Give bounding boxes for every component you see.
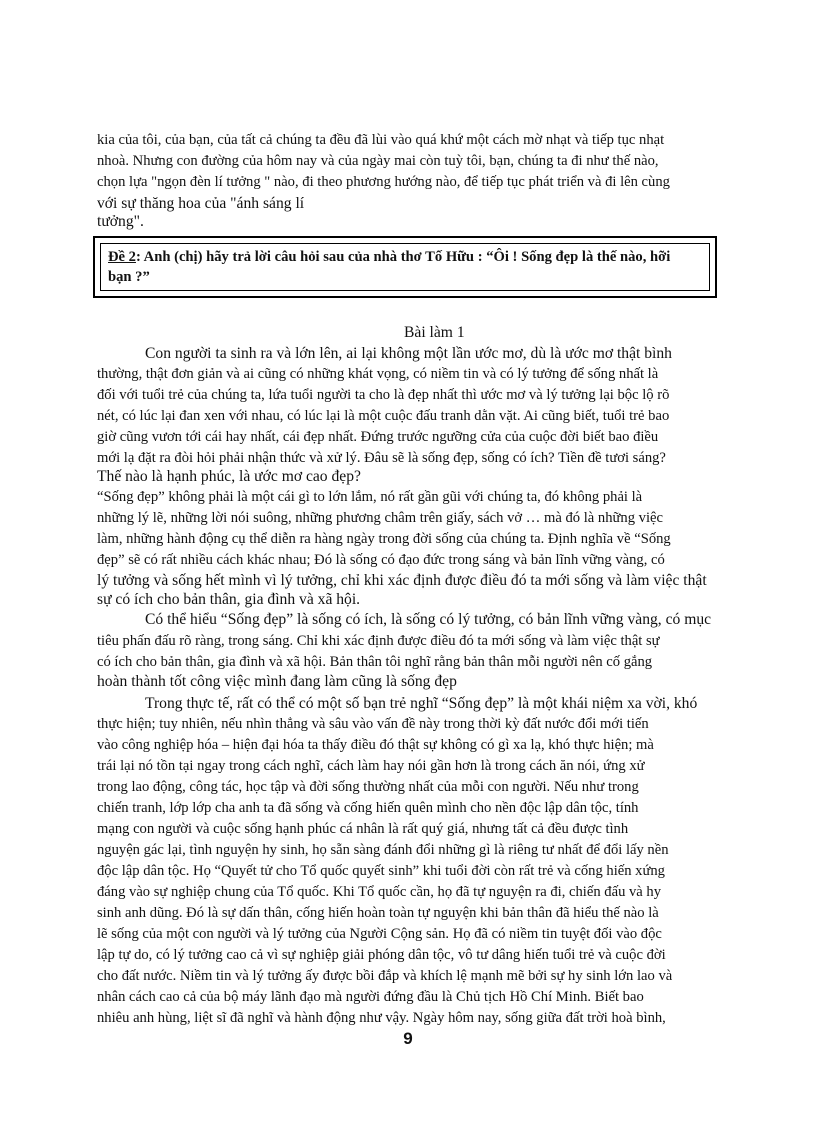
body-line: độc lập dân tộc. Họ “Quyết tử cho Tổ quốc quyết sinh” khi tuổi đời còn rất trẻ và cống hiến xứng: [97, 863, 665, 879]
body-line: lẽ sống của một con người và lý tưởng của Người Cộng sản. Họ đã có niềm tin tuyệt đối vào độc: [97, 926, 662, 942]
body-line: Có thể hiểu “Sống đẹp” là sống có ích, là sống có lý tưởng, có bản lĩnh vững vàng, có mục: [145, 611, 712, 628]
prompt-line-2: bạn ?”: [108, 269, 150, 285]
body-line: chiến tranh, lớp lớp cha anh ta đã sống và cống hiến quên mình cho nền độc lập dân tộc, tính: [97, 800, 639, 816]
body-line: Con người ta sinh ra và lớn lên, ai lại không một lần ước mơ, dù là ước mơ thật bình: [145, 345, 672, 362]
body-line: nét, có lúc lại đan xen với nhau, có lúc lại là một cuộc đấu tranh dằn vặt. Ai cũng biết, tuổi trẻ bao: [97, 408, 670, 424]
body-line: sinh anh dũng. Đó là sự dấn thân, cống hiến hoàn toàn tự nguyện khi bản thân đã hiểu thế nào là: [97, 905, 659, 921]
body-line: trong lao động, công tác, học tập và đời sống thường nhất của mỗi con người. Nếu như trong: [97, 779, 639, 795]
body-line: nhiêu anh hùng, liệt sĩ đã nghĩ và hành động như vậy. Ngày hôm nay, sống giữa đất trời hoà bình,: [97, 1010, 666, 1026]
essay-title: Bài làm 1: [404, 324, 465, 341]
body-line: sự có ích cho bản thân, gia đình và xã hội.: [97, 591, 361, 608]
body-line: Thế nào là hạnh phúc, là ước mơ cao đẹp?: [97, 468, 361, 485]
intro-line: kia của tôi, của bạn, của tất cả chúng ta đều đã lùi vào quá khứ một cách mờ nhạt và tiếp tục nhạt: [97, 132, 665, 148]
body-line: mới lạ đặt ra đòi hỏi phải nhận thức và xử lý. Đâu sẽ là sống đẹp, sống có ích? Tiền đề tươi sáng?: [97, 450, 666, 466]
intro-line: tưởng".: [97, 213, 144, 230]
body-line: nguyện gác lại, tình nguyện hy sinh, họ sẵn sàng đánh đổi những gì là riêng tư nhất để đổi lấy nền: [97, 842, 669, 858]
body-line: hoàn thành tốt công việc mình đang làm cũng là sống đẹp: [97, 673, 457, 690]
body-line: thực hiện; tuy nhiên, nếu nhìn thẳng và sâu vào vấn đề này trong thời kỳ đất nước đổi mới tiến: [97, 716, 649, 732]
intro-line: nhoà. Nhưng con đường của hôm nay và của ngày mai còn tuỳ tôi, bạn, chúng ta đi như thế nào,: [97, 153, 659, 169]
body-line: tiêu phấn đấu rõ ràng, trong sáng. Chỉ khi xác định được điều đó ta mới sống và làm việc thật sự: [97, 633, 660, 649]
prompt-label: Đề 2: [108, 249, 136, 265]
body-line: mạng con người và cuộc sống hạnh phúc cá nhân là rất quý giá, nhưng tất cả đều được tình: [97, 821, 629, 837]
body-line: trái lại nó tồn tại ngay trong cách nghĩ, cách làm hay nói gần hơn là trong cách ăn nói, ứng xử: [97, 758, 645, 774]
body-line: đối với tuổi trẻ của chúng ta, lứa tuổi người ta cho là đẹp nhất thì ước mơ và lý tưởng lại bộc lộ rõ: [97, 387, 670, 403]
intro-line: chọn lựa "ngọn đèn lí tưởng " nào, đi theo phương hướng nào, để tiếp tục phát triển và đi lên cùng: [97, 174, 670, 190]
prompt-box: [93, 236, 717, 298]
body-line: lập tự do, có lý tưởng cao cả vì sự nghiệp giải phóng dân tộc, vô tư dâng hiến tuổi trẻ và cuộc đời: [97, 947, 666, 963]
body-line: “Sống đẹp” không phải là một cái gì to lớn lắm, nó rất gần gũi với chúng ta, đó không phải là: [97, 489, 643, 505]
body-line: vào công nghiệp hóa – hiện đại hóa ta thấy điều đó thật sự không có gì xa lạ, khó thực hiện; mà: [97, 737, 654, 753]
intro-line: với sự thăng hoa của "ánh sáng lí: [97, 195, 305, 212]
body-line: thường, thật đơn giản và ai cũng có những khát vọng, có niềm tin và có lý tưởng để sống nhất là: [97, 366, 659, 382]
body-line: đáng vào sự nghiệp chung của Tổ quốc. Khi Tổ quốc cần, họ đã tự nguyện ra đi, chiến đấu và hy: [97, 884, 662, 900]
body-line: nhân cách cao cả của bộ máy lãnh đạo mà người đứng đầu là Chủ tịch Hồ Chí Minh. Biết bao: [97, 989, 644, 1005]
body-line: lý tưởng và sống hết mình vì lý tưởng, chỉ khi xác định được điều đó ta mới sống và làm việc thật: [97, 572, 707, 589]
body-line: có ích cho bản thân, gia đình và xã hội. Bản thân tôi nghĩ rằng bản thân mỗi người nên cố gắng: [97, 654, 653, 670]
body-line: Trong thực tế, rất có thể có một số bạn trẻ nghĩ “Sống đẹp” là một khái niệm xa vời, khó: [145, 695, 698, 712]
prompt-question: : Anh (chị) hãy trả lời câu hỏi sau của nhà thơ Tố Hữu : “Ôi ! Sống đẹp là thế nào, hỡi: [135, 249, 671, 265]
body-line: cho đất nước. Niềm tin và lý tưởng ấy được bồi đắp và khích lệ mạnh mẽ bởi sự hy sinh lớn lao và: [97, 968, 673, 984]
body-line: đẹp” sẽ có rất nhiều cách khác nhau; Đó là sống có đạo đức trong sáng và bản lĩnh vững vàng, có: [97, 552, 665, 568]
body-line: những lý lẽ, những lời nói suông, những phương châm trên giấy, sách vở … mà đó là những việc: [97, 510, 663, 526]
body-line: giờ cũng vươn tới cái hay nhất, cái đẹp nhất. Đứng trước ngưỡng cửa của cuộc đời biết bao điều: [97, 429, 659, 445]
page-number: 9: [403, 1029, 413, 1048]
prompt-line-1: [108, 247, 670, 267]
body-line: làm, những hành động cụ thể diễn ra hàng ngày trong đời sống của chúng ta. Định nghĩa về “Sống: [97, 531, 671, 547]
